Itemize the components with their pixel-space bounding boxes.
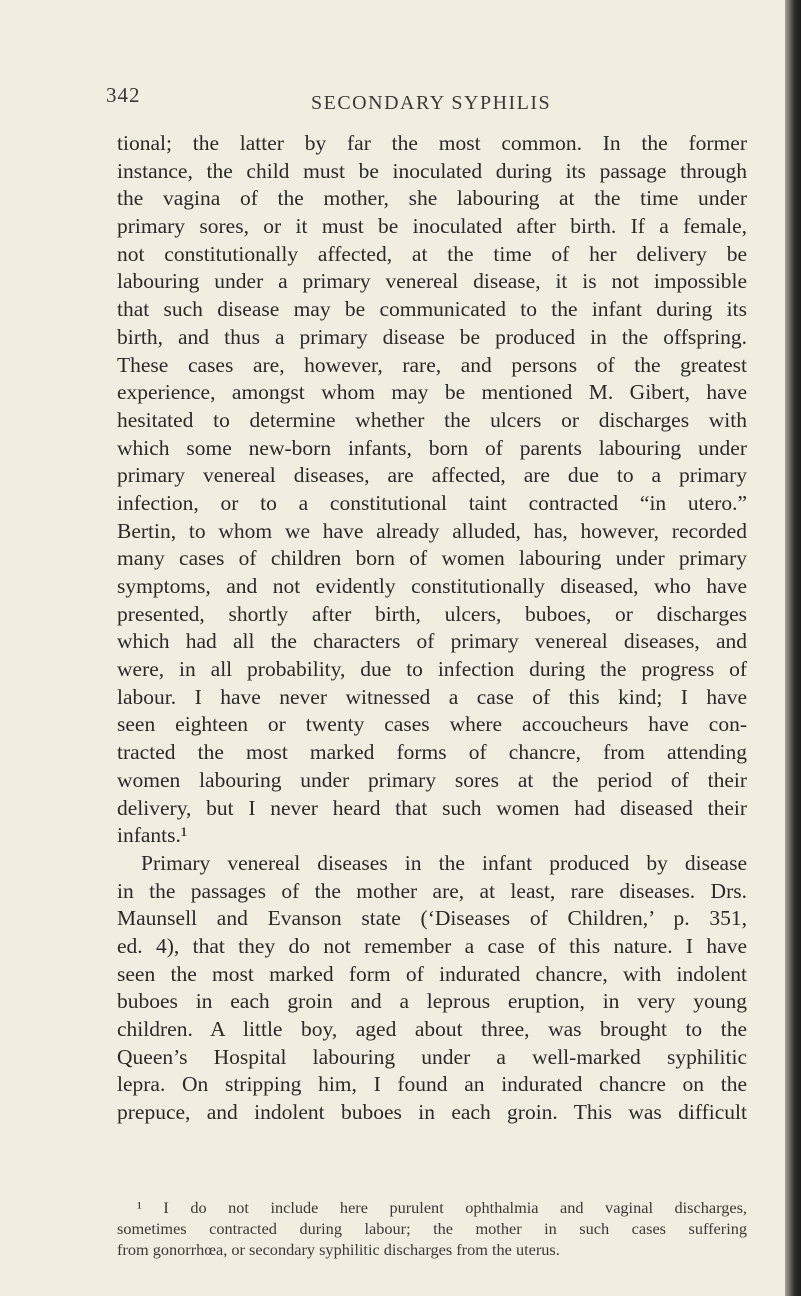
text-line: children. A little boy, aged about three, was brought to the [117, 1017, 747, 1041]
body-text [117, 130, 747, 1127]
text-line: Queen’s Hospital labouring under a well-marked syphilitic [117, 1044, 747, 1069]
text-line: symptoms, and not evidently constitutionally diseased, who have [117, 574, 747, 598]
text-line: women labouring under primary sores at the period of their [117, 767, 747, 792]
text-line: not constitutionally affected, at the time of her delivery be [117, 241, 747, 266]
running-head: SECONDARY SYPHILIS [311, 92, 552, 114]
text-line: primary sores, or it must be inoculated after birth. If a female, [117, 214, 747, 239]
text-line: in the passages of the mother are, at least, rare diseases. Drs. [117, 878, 747, 903]
footnote-line: from gonorrhœa, or secondary syphilitic discharges from the uterus. [117, 1240, 560, 1259]
text-line: that such disease may be communicated to the infant during its [117, 297, 747, 322]
text-line: prepuce, and indolent buboes in each groin. This was difficult [117, 1100, 747, 1125]
text-line: buboes in each groin and a leprous eruption, in very young [117, 989, 747, 1014]
text-line: These cases are, however, rare, and persons of the greatest [117, 352, 747, 377]
text-line: experience, amongst whom may be mentioned M. Gibert, have [117, 380, 747, 405]
text-line: ed. 4), that they do not remember a case of this nature. I have [117, 933, 747, 958]
text-line: tional; the latter by far the most common. In the former [117, 131, 747, 155]
text-line: Primary venereal diseases in the infant produced by disease [141, 850, 747, 875]
text-line: hesitated to determine whether the ulcers or discharges with [117, 407, 747, 432]
footnote-line: sometimes contracted during labour; the mother in such cases suffering [117, 1219, 747, 1238]
footnote-line: ¹ I do not include here purulent ophthalmia and vaginal discharges, [137, 1198, 747, 1217]
text-line: lepra. On stripping him, I found an indurated chancre on the [117, 1072, 747, 1097]
text-line: labouring under a primary venereal disease, it is not impossible [117, 269, 747, 294]
text-line: birth, and thus a primary disease be produced in the offspring. [117, 324, 747, 349]
text-line: instance, the child must be inoculated during its passage through [117, 158, 747, 183]
text-line: which some new-born infants, born of parents labouring under [117, 435, 747, 460]
text-line: tracted the most marked forms of chancre, from attending [117, 740, 747, 765]
text-line: delivery, but I never heard that such women had diseased their [117, 795, 747, 820]
page-number: 342 [106, 83, 141, 107]
text-line: were, in all probability, due to infection during the progress of [117, 657, 747, 682]
text-line: primary venereal diseases, are affected, are due to a primary [117, 463, 747, 488]
footnotes [117, 1197, 747, 1260]
text-line: Bertin, to whom we have already alluded, has, however, recorded [117, 518, 747, 543]
text-line: seen eighteen or twenty cases where accoucheurs have con- [117, 712, 747, 737]
text-line: presented, shortly after birth, ulcers, buboes, or discharges [117, 601, 747, 626]
text-line: infection, or to a constitutional taint contracted “in utero.” [117, 490, 747, 515]
text-line: which had all the characters of primary venereal diseases, and [117, 629, 747, 654]
text-line: labour. I have never witnessed a case of this kind; I have [117, 684, 747, 709]
text-line: many cases of children born of women labouring under primary [117, 546, 747, 571]
text-line: the vagina of the mother, she labouring at the time under [117, 186, 747, 211]
text-line: infants.¹ [117, 823, 188, 848]
text-line: Maunsell and Evanson state (‘Diseases of Children,’ p. 351, [117, 906, 747, 931]
text-line: seen the most marked form of indurated chancre, with indolent [117, 961, 747, 986]
